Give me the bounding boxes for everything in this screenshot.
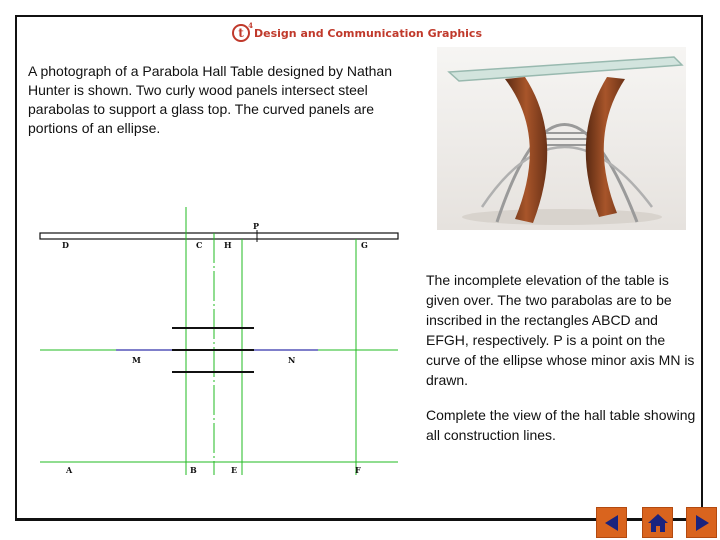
label-a: A [66,465,73,475]
label-m: M [132,355,141,365]
home-button[interactable] [642,507,673,538]
instruction-text: Complete the view of the hall table showing all construction lines. [426,407,696,443]
next-slide-button[interactable] [686,507,717,538]
label-g: G [361,240,368,250]
intro-text: A photograph of a Parabola Hall Table designed by Nathan Hunter is shown. Two curly wood panels intersect steel parabolas to support a glass top. The curved panels are portions of an ellipse. [28,63,393,136]
label-e: E [231,465,238,475]
arrow-right-icon [691,512,713,534]
header [232,22,482,44]
home-icon [646,512,670,534]
label-f: F [355,465,361,475]
table-top-outline [40,233,398,239]
arrow-left-icon [601,512,623,534]
label-c: C [196,240,203,250]
label-n: N [288,355,296,365]
label-d: D [62,240,69,250]
brand-logo-icon: t $^4$ [232,24,250,42]
description-text: The incomplete elevation of the table is given over. The two parabolas are to be inscribed in the rectangles ABCD and EFGH, respectively. P is a point on the curve of the ellipse whose minor axis MN is drawn. [426,272,695,388]
label-h: H [224,240,232,250]
header-title: Design and Communication Graphics [254,26,482,40]
label-p: P [253,221,260,231]
previous-slide-button[interactable] [596,507,627,538]
table-photo [437,47,686,230]
elevation-drawing [28,200,408,485]
label-b: B [190,465,197,475]
